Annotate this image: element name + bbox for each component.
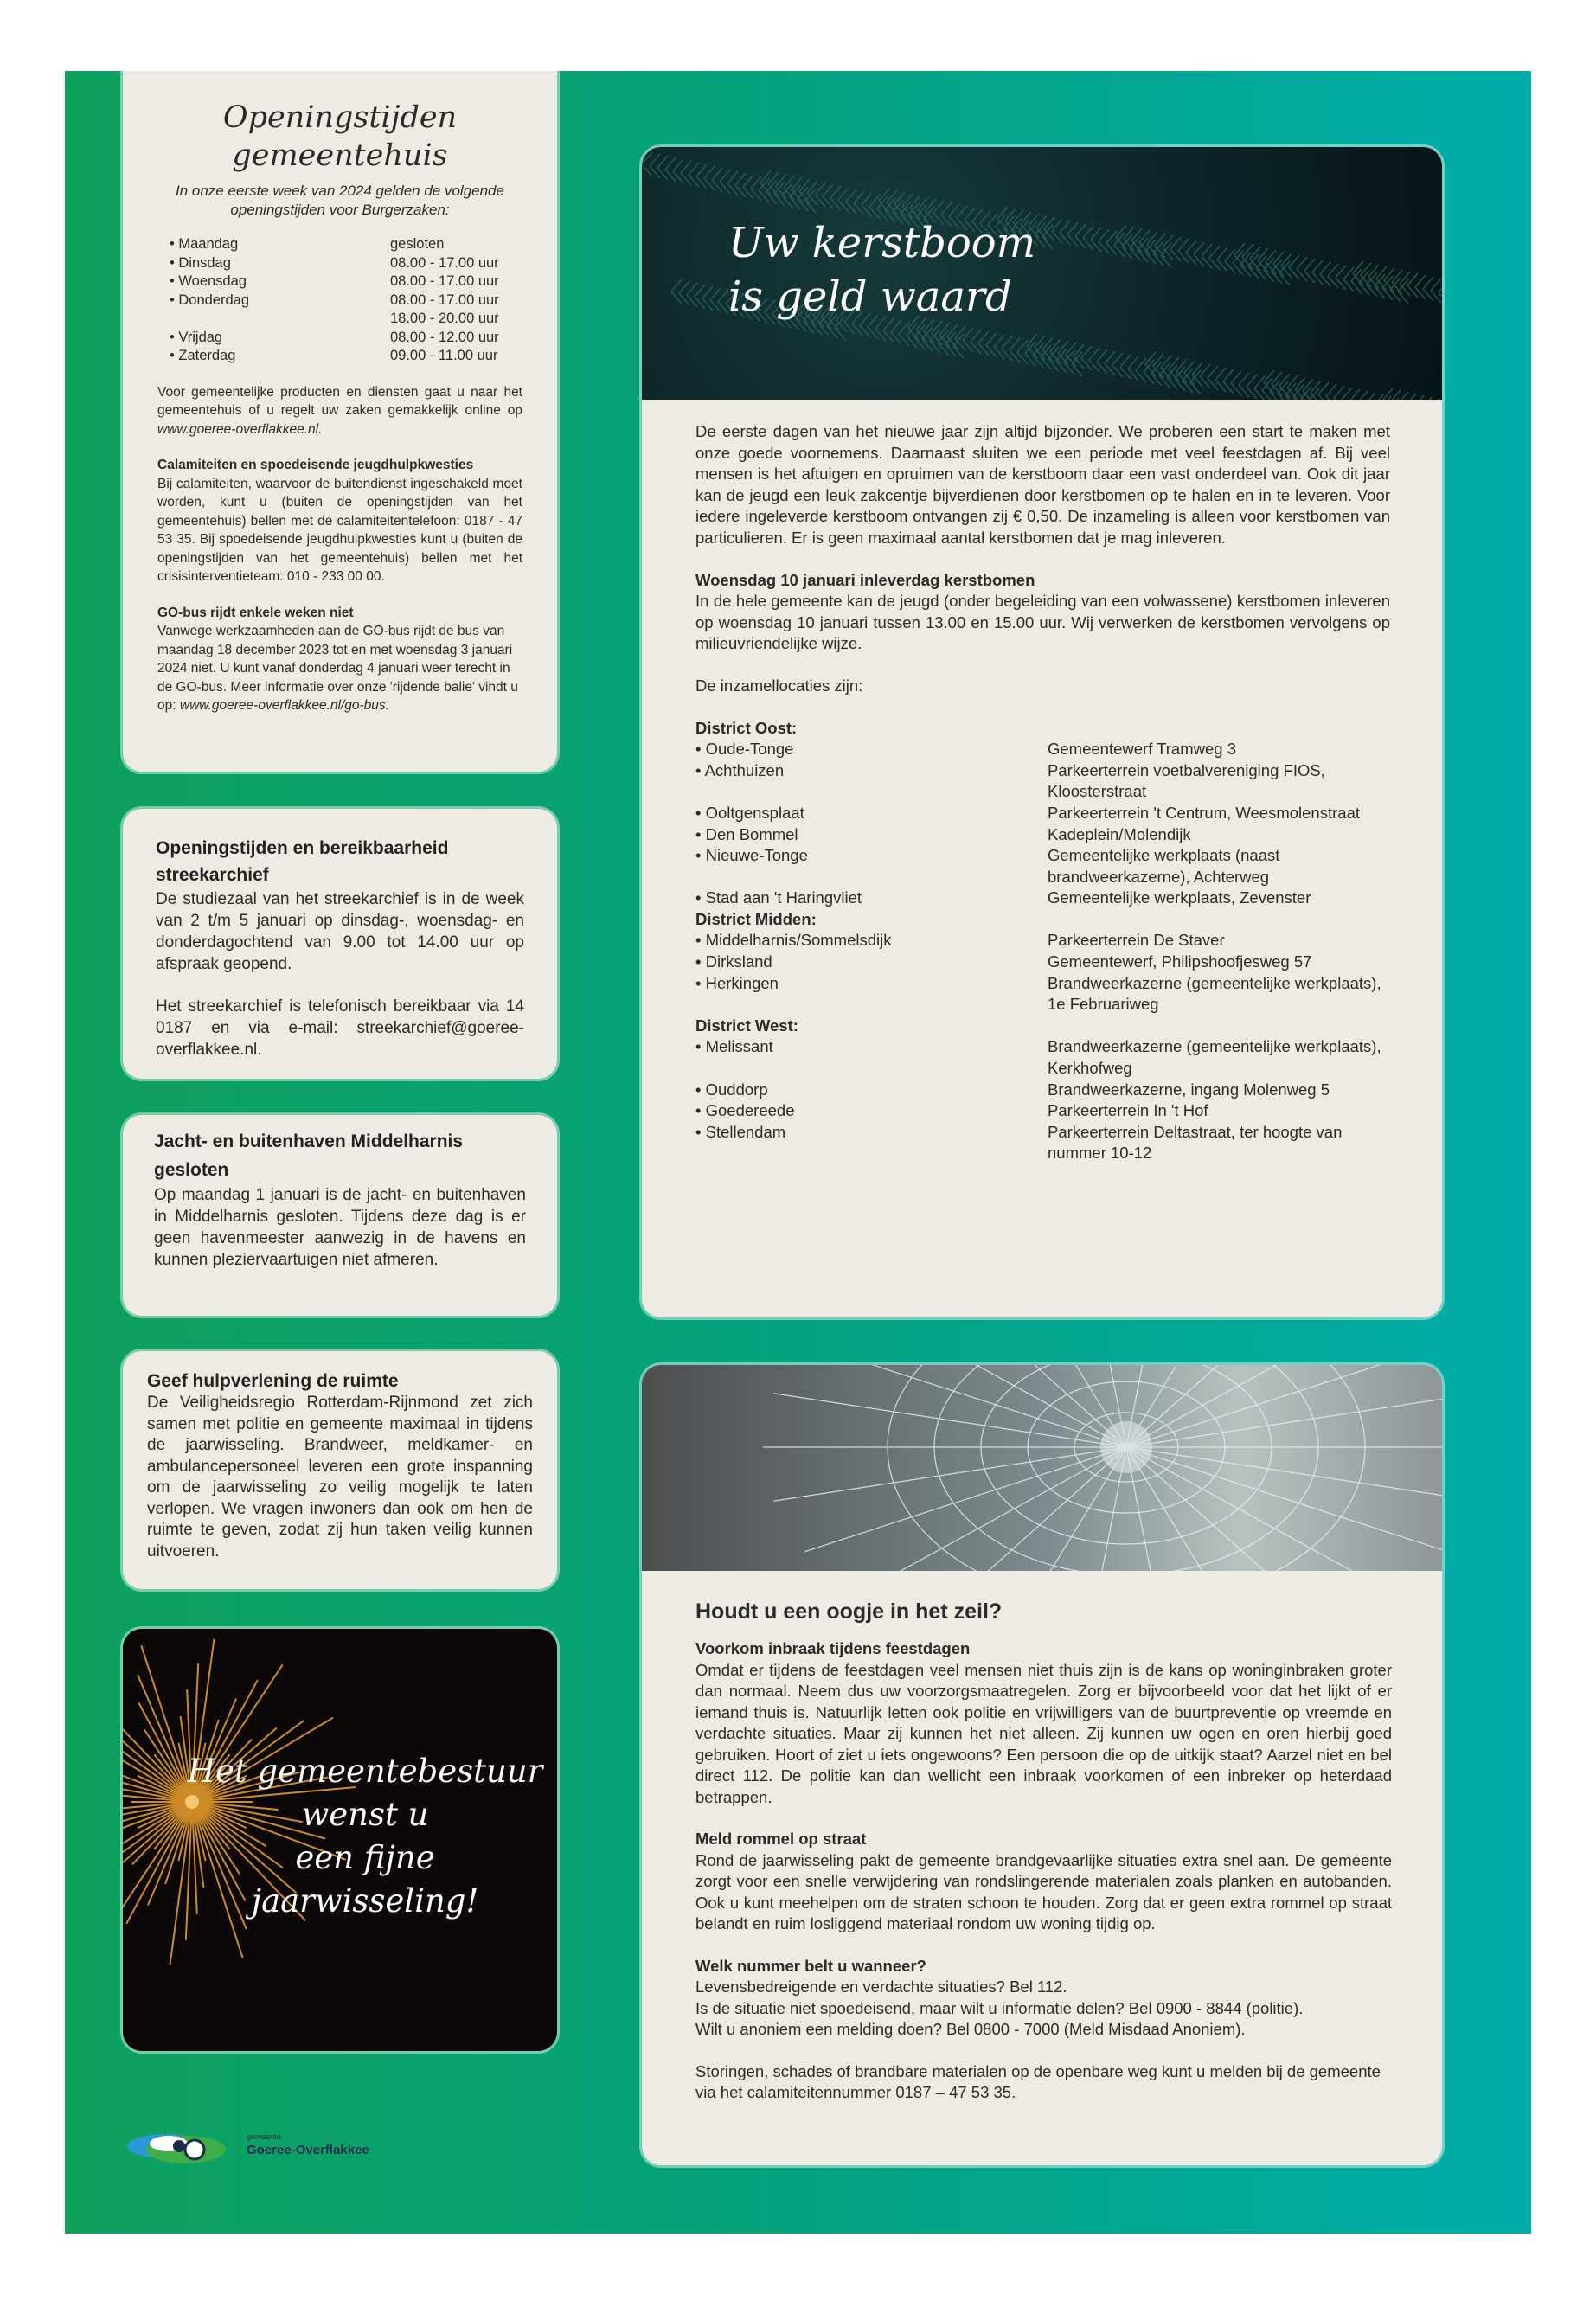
archive-text-1: De studiezaal van het streekarchief is in de week van 2 t/m 5 januari op dinsdag-, woensdag- en donderdagochtend van 9.00 tot 14.00 uur op afspraak geopend. — [156, 890, 524, 973]
give-space-text: De Veiligheidsregio Rotterdam-Rijnmond zet zich samen met politie en gemeente maximaal in tijdens de jaarwisseling. Brandweer, meldkamer- en ambulancepersoneel leveren een grote inspanning om de jaarwisseling zo veilig mogelijk te laten verlopen. We vragen inwoners dan ook om hen de ruimte te geven, zodat zij hun taken veilig kunnen uitvoeren. — [147, 1394, 533, 1561]
location-address: Gemeentewerf, Philipshoofjesweg 57 — [1048, 952, 1312, 971]
tree-title-line-1: Uw kerstboom — [728, 219, 1036, 267]
location-place: • Nieuwe-Tonge — [695, 846, 808, 865]
location-address: Parkeerterrein Deltastraat, ter hoogte van nummer 10-12 — [1048, 1122, 1343, 1163]
location-place: • Stad aan 't Haringvliet — [695, 888, 862, 907]
wishes-line: Het gemeentebestuur — [187, 1753, 543, 1790]
hours-time: 18.00 - 20.00 uur — [390, 311, 499, 326]
logo-name: Goeree-Overflakkee — [247, 2143, 369, 2157]
harbour-card — [123, 1115, 557, 1316]
district-name: District Oost: — [695, 718, 798, 737]
hours-day: • Zaterdag — [170, 348, 236, 363]
location-address: Brandweerkazerne (gemeentelijke werkplaats), 1e Februariweg — [1048, 973, 1381, 1014]
location-address: Parkeerterrein 't Centrum, Weesmolenstraat — [1048, 803, 1360, 822]
wishes-line: een fijne — [295, 1839, 435, 1876]
gobus-paragraph — [157, 622, 522, 715]
opening-hours-card — [123, 71, 557, 772]
locations-intro: De inzamellocaties zijn: — [695, 676, 863, 695]
harbour-text: Op maandag 1 januari is de jacht- en buitenhaven in Middelharnis gesloten. Tijdens deze dag is er geen havenmeester aanwezig in de havens en kunnen pleziervaartuigen niet afmeren. — [154, 1186, 526, 1269]
location-address: Parkeerterrein voetbalvereniging FIOS, Kloosterstraat — [1048, 760, 1325, 801]
litter-heading: Meld rommel op straat — [695, 1830, 867, 1848]
location-address: Gemeentewerf Tramweg 3 — [1048, 740, 1236, 759]
tree-hero-image — [642, 147, 1442, 400]
gobus-heading: GO-bus rijdt enkele weken niet — [157, 605, 354, 620]
harbour-heading: Jacht- en buitenhaven Middelharnis gesloten — [154, 1131, 464, 1180]
hours-time: 08.00 - 17.00 uur — [390, 273, 499, 289]
district-locations — [695, 1036, 1390, 1164]
tree-intro: De eerste dagen van het nieuwe jaar zijn altijd bijzonder. We proberen een start te maken met onze goede voornemens. Daarnaast sluiten we een periode met veel feestdagen af. Bij veel mensen is het aftuigen en opruimen van de kerstboom daar een vast onderdeel van. Ook dit jaar kan de jeugd een leuk zakcentje bijverdienen door kerstbomen op te halen en in te leveren. Voor iedere ingeleverde kerstboom ontvangen zij € 0,50. De inzameling is alleen voor kerstbomen van particulieren. Er is geen maximaal aantal kerstbomen dat je mag inleveren. — [695, 422, 1390, 547]
location-address: Kadeplein/Molendijk — [1048, 824, 1191, 843]
website-link[interactable]: www.goeree-overflakkee.nl. — [157, 421, 323, 437]
logo-small-text: gemeente — [247, 2132, 282, 2141]
location-place: • Oude-Tonge — [695, 740, 794, 759]
keep-an-eye-body — [642, 1598, 1442, 2104]
hours-time: 08.00 - 17.00 uur — [390, 254, 499, 271]
district-name: District Midden: — [695, 909, 817, 928]
hours-day: • Maandag — [170, 236, 239, 252]
location-address: Parkeerterrein In 't Hof — [1048, 1101, 1208, 1120]
call-line-anonymous: Wilt u anoniem een melding doen? Bel 0800 - 7000 (Meld Misdaad Anoniem). — [695, 2020, 1246, 2038]
location-place: • Dirksland — [695, 952, 772, 971]
give-space-heading: Geef hulpverlening de ruimte — [147, 1371, 399, 1391]
keep-an-eye-card — [642, 1365, 1442, 2165]
location-address: Brandweerkazerne, ingang Molenweg 5 — [1048, 1080, 1330, 1099]
gobus-link[interactable]: www.goeree-overflakkee.nl/go-bus. — [179, 698, 389, 713]
location-address: Gemeentelijke werkplaats (naast brandweerkazerne), Achterweg — [1048, 846, 1280, 886]
keep-an-eye-title: Houdt u een oogje in het zeil? — [695, 1599, 1003, 1624]
location-place: • Ooltgensplaat — [695, 803, 804, 822]
district-locations — [695, 930, 1390, 1015]
fireworks-card — [123, 1629, 557, 2051]
litter-text: Rond de jaarwisseling pakt de gemeente brandgevaarlijke situaties extra snel aan. De gemeente zorgt voor een snelle verwijdering van rondslingerende materialen zoals planken en autobanden. Ook u kunt meehelpen om de straten schoon te houden. Zorg dat er geen extra rommel op straat belandt en ruim losliggend materiaal rondom uw woning tijdig op. — [695, 1850, 1392, 1932]
tree-day-heading: Woensdag 10 januari inleverdag kerstbomen — [695, 570, 1035, 589]
opening-hours-title: Openingstijden gemeentehuis — [222, 100, 458, 173]
hours-time: 08.00 - 12.00 uur — [390, 329, 499, 345]
hours-day: • Vrijdag — [170, 329, 223, 345]
call-footer: Storingen, schades of brandbare materialen op de openbare weg kunt u melden bij de gemeente via het calamiteitennummer 0187 – 47 53 35. — [695, 2061, 1381, 2101]
tree-title-line-2: is geld waard — [728, 272, 1012, 321]
tree-body — [642, 421, 1442, 1164]
location-place: • Ouddorp — [695, 1080, 768, 1099]
location-place: • Melissant — [695, 1037, 773, 1056]
wishes-line: jaarwisseling! — [251, 1882, 479, 1920]
call-line-emergency: Levensbedreigende en verdachte situaties? Bel 112. — [695, 1977, 1067, 1996]
calamity-text: Bij calamiteiten, waarvoor de buitendienst ingeschakeld moet worden, kunt u (buiten de openingstijden van het gemeentehuis) bellen met de calamiteitentelefoon: 0187 - 47 53 35. Bij spoedeisende jeugdhulpkwesties kunt u (buiten de openingstijden van het gemeentehuis) bellen met het crisisinterventieteam: 010 - 233 00 00. — [157, 476, 522, 584]
hours-day: • Woensdag — [170, 273, 247, 289]
hours-time: gesloten — [390, 236, 445, 252]
broken-glass-image — [642, 1365, 1442, 1571]
wishes-text — [175, 1750, 555, 1923]
cracked-glass-image — [642, 1365, 1442, 1571]
location-place: • Stellendam — [695, 1122, 786, 1141]
location-place: • Achthuizen — [695, 760, 785, 779]
archive-heading: Openingstijden en bereikbaarheid streekarchief — [156, 838, 449, 885]
district-locations — [695, 739, 1390, 909]
calamity-heading: Calamiteiten en spoedeisende jeugdhulpkwesties — [157, 458, 474, 472]
gobus-text: Vanwege werkzaamheden aan de GO-bus rijdt de bus van maandag 18 december 2023 tot en met woensdag 3 januari 2024 niet. U kunt vanaf donderdag 4 januari weer terecht in de GO-bus. Meer informatie over onze 'rijdende balie' vindt u op: — [157, 624, 518, 713]
tree-title — [728, 216, 1035, 324]
archive-text-2: Het streekarchief is telefonisch bereikbaar via 14 0187 en via e-mail: streekarchief@goeree-overflakkee.nl. — [156, 997, 524, 1059]
christmas-tree-card — [642, 147, 1442, 1317]
location-place: • Goedereede — [695, 1101, 795, 1120]
call-heading: Welk nummer belt u wanneer? — [695, 1956, 926, 1975]
location-place: • Den Bommel — [695, 824, 798, 843]
online-paragraph — [157, 383, 522, 439]
burglary-text: Omdat er tijdens de feestdagen veel mensen niet thuis zijn is de kans op woninginbraken groter dan normaal. Neem dus uw voorzorgsmaatregelen. Zorg er bijvoorbeeld voor dat het lijkt of er iemand thuis is. Natuurlijk letten ook politie en vrijwilligers van de buurtpreventie op vreemde en verdachte situaties. Maar zij kunnen het niet alleen. Zij kunnen uw ogen en oren hierbij goed gebruiken. Hoort of ziet u iets ongewoons? Een persoon die op de uitkijk staat? Aarzel niet en bel direct 112. De politie kan dan wellicht een inbraak voorkomen of een inbreker op heterdaad betrappen. — [695, 1660, 1392, 1806]
tree-day-text: In de hele gemeente kan de jeugd (onder begeleiding van een volwassene) kerstbomen inleveren op woensdag 10 januari tussen 13.00 en 15.00 uur. Wij verwerken de kerstbomen vervolgens op milieuvriendelijke wijze. — [695, 592, 1390, 653]
hours-day: • Donderdag — [170, 292, 250, 308]
location-place: • Middelharnis/Sommelsdijk — [695, 931, 892, 950]
give-space-card — [123, 1351, 557, 1589]
online-text: Voor gemeentelijke producten en diensten gaat u naar het gemeentehuis of u regelt uw zaken gemakkelijk online op — [157, 384, 522, 418]
location-address: Gemeentelijke werkplaats, Zevenster — [1048, 888, 1311, 907]
hours-day: • Dinsdag — [170, 254, 231, 271]
logo-mark-icon — [125, 2124, 238, 2171]
call-line-police: Is de situatie niet spoedeisend, maar wilt u informatie delen? Bel 0900 - 8844 (politie). — [695, 1998, 1304, 2017]
opening-hours-intro: In onze eerste week van 2024 gelden de volgende openingstijden voor Burgerzaken: — [176, 183, 504, 218]
archive-card — [123, 809, 557, 1079]
location-place: • Herkingen — [695, 973, 779, 992]
location-address: Parkeerterrein De Staver — [1048, 931, 1225, 950]
hours-day — [170, 310, 390, 329]
hours-time: 08.00 - 17.00 uur — [390, 292, 499, 308]
district-name: District West: — [695, 1016, 798, 1035]
municipality-logo — [125, 2124, 420, 2171]
location-address: Brandweerkazerne (gemeentelijke werkplaats), Kerkhofweg — [1048, 1037, 1381, 1078]
opening-hours-table — [157, 235, 522, 366]
hours-time: 09.00 - 11.00 uur — [390, 348, 498, 363]
wishes-line: wenst u — [301, 1796, 429, 1833]
burglary-heading: Voorkom inbraak tijdens feestdagen — [695, 1639, 971, 1657]
